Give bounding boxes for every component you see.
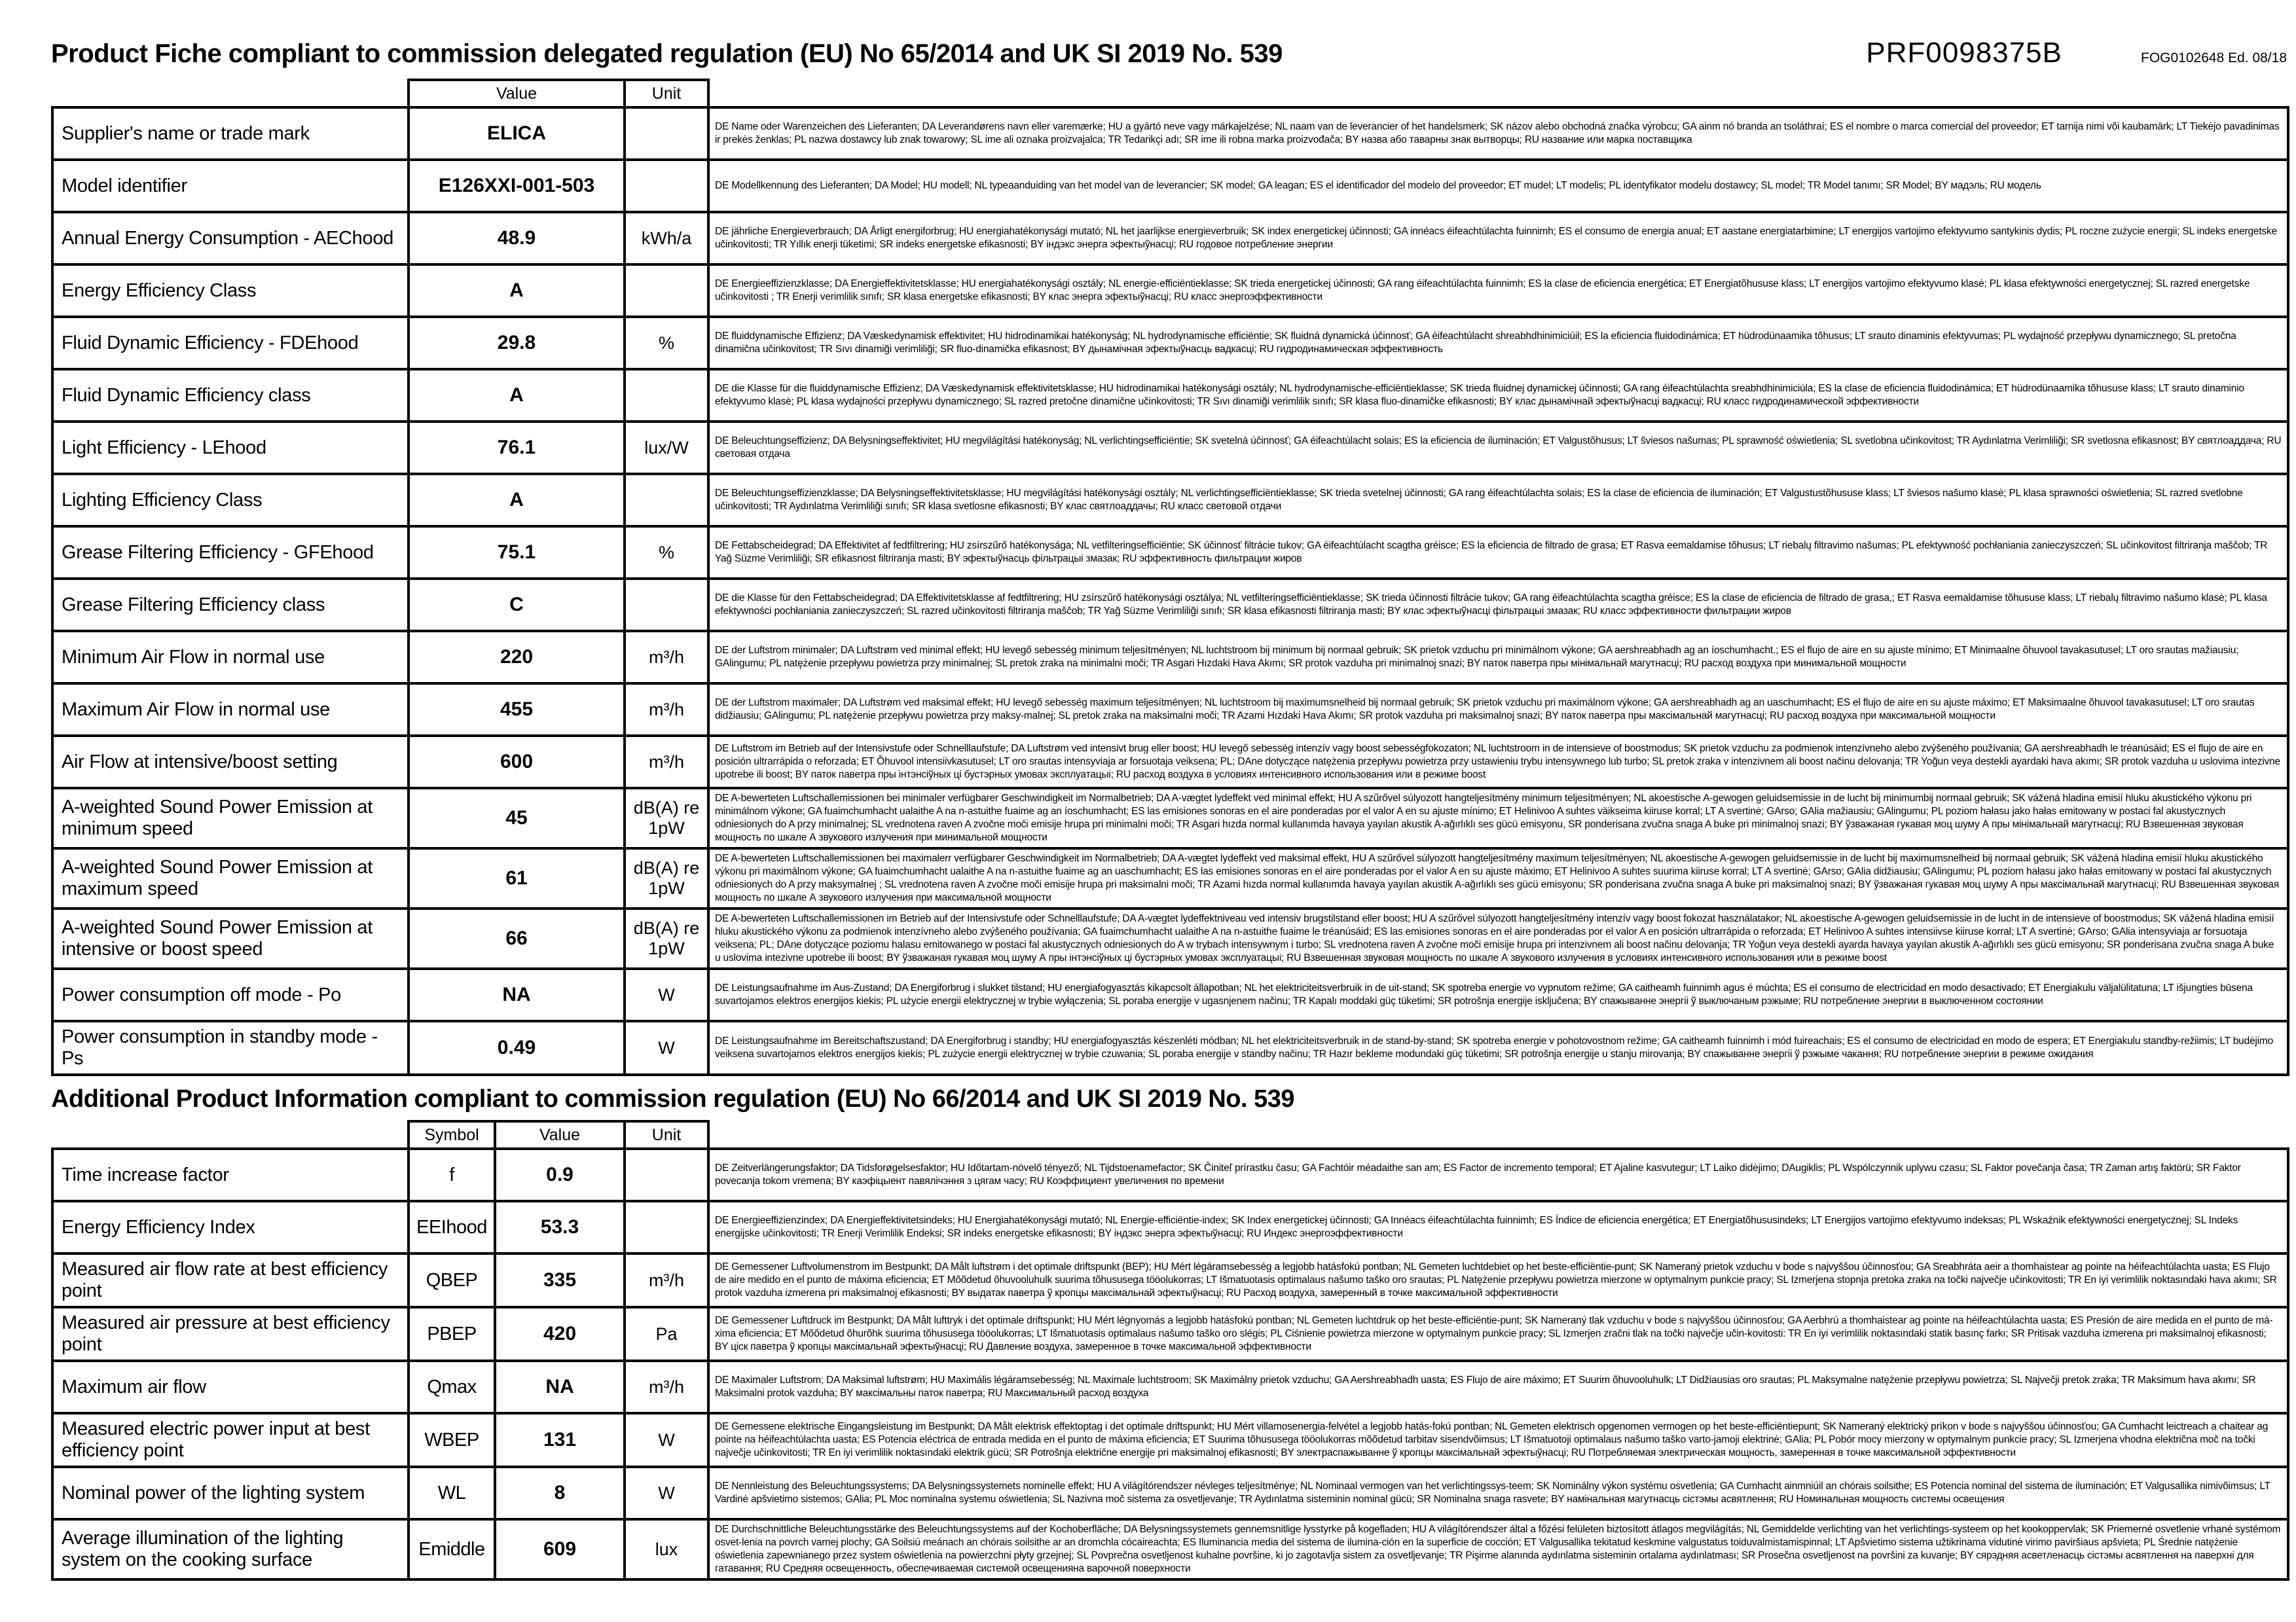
row-desc: DE Modellkennung des Lieferanten; DA Model; HU modell; NL typeaanduiding van het model van de leverancier; SK model; GA leagan; ES el identificador del modelo del proveedor; ET mudel; LT modelis; PL identyfikator modelu dostawcy; SL model; TR Model tanımı; SR Model; BY мадэль; RU модель <box>708 160 2288 212</box>
table-row <box>52 474 2288 526</box>
row-unit <box>625 579 708 631</box>
row-symbol: Qmax <box>409 1361 495 1413</box>
table-row <box>52 422 2288 474</box>
row-label: A-weighted Sound Power Emission at intensive or boost speed <box>52 909 409 969</box>
header-value: Value <box>409 80 625 107</box>
row-unit <box>625 1201 708 1253</box>
row-label: Measured air pressure at best efficiency point <box>52 1307 409 1361</box>
row-label: Power consumption off mode - Po <box>52 969 409 1021</box>
table-row <box>52 212 2288 264</box>
table-row <box>52 1519 2288 1579</box>
table-header-row <box>52 1121 2288 1149</box>
table-row <box>52 969 2288 1021</box>
row-unit: % <box>625 317 708 369</box>
row-symbol: WL <box>409 1467 495 1519</box>
row-label: Maximum Air Flow in normal use <box>52 683 409 736</box>
row-desc: DE Durchschnittliche Beleuchtungsstärke des Beleuchtungssystems auf der Kochoberfläche; DA Belysningssystemets gennemsnitlige lysstyrke på kogefladen; HU A világítórendszer által a főzési felületen biztosított átlagos megvilágítás; NL Gemiddelde verlichting van het verlichtings-systeem op het kookoppervlak; SK Priemerné osvetlenie vrhané systémom osvet-lenia na povrch varnej plochy; GA Soilsiú meánach an chórais soilsithe ar an dromchla cócaireachta; ES Iluminancia media del sistema de ilumina-ción en la superficie de cocción; ET Valgusallika tekitatud keskmine valgustatus toiduvalmistamispinnal; LT Apšvietimo sistema užtikrinama vidutinė virimo paviršiaus apšvieta; PL Średnie natężenie oświetlenia zapewnianego przez system oświetlenia na powierzchni płyty grzejnej; SL Povprečna osvetljenost kuhalne površine, ki jo zagotavlja sistem za osvetljevanje; TR Pişirme alanında aydınlatma sisteminin ortalama aydınlatması; SR Prosečna osvetljenost na površini za kuvanje; BY сярэдняя асветленасць сістэмы асвятлення на паверхні для гатавання; RU Средняя освещенность, обеспечиваемая системой освещенияна варочной поверхности <box>708 1519 2288 1579</box>
table-row <box>52 1021 2288 1075</box>
row-unit: m³/h <box>625 683 708 736</box>
row-desc: DE jährliche Energieverbrauch; DA Årligt energiforbrug; HU energiahatékonysági mutató; NL het jaarlijkse energieverbruik; SK index energetickej účinnosti; GA innéacs éifeachtúlachta fuinnimh; ES el consumo de energia anual; ET aastane energiatarbimine; LT energijos vartojimo efektyvumo santykinis dydis; PL roczne zużycie energii; SL indeks energetske učinkovitosti; TR Yıllık enerji tüketimi; SR indeks energetske efikasnosti; BY індэкс энерга эфектыўнасці; RU годовое потребление энергии <box>708 212 2288 264</box>
row-value: NA <box>495 1361 625 1413</box>
row-label: A-weighted Sound Power Emission at minimum speed <box>52 788 409 848</box>
row-label: Maximum air flow <box>52 1361 409 1413</box>
row-symbol: WBEP <box>409 1413 495 1467</box>
row-value: 420 <box>495 1307 625 1361</box>
table-row <box>52 1361 2288 1413</box>
row-label: Energy Efficiency Class <box>52 264 409 317</box>
table-row <box>52 631 2288 683</box>
row-desc: DE Leistungsaufnahme im Aus-Zustand; DA Energiforbrug i slukket tilstand; HU energiafogyasztás kikapcsolt állapotban; NL het elektriciteitsverbruik in de uit-stand; SK spotreba energie vo vypnutom režime; GA caitheamh fuinnimh agus é múchta; ES el consumo de electricidad en modo desactivado; ET Energiakulu väljalülitatuna; LT išjungties būsena suvartojamos elektros energijos kiekis; PL użycie energii elektrycznej w trybie wyłączenia; SL poraba energije v ugasnjenem načinu; TR Kapalı moddaki güç tüketimi; SR potrošnja energije isključena; BY спажыванне энергіі ў выключаным рэжыме; RU потребление энергии в выключенном состоянии <box>708 969 2288 1021</box>
row-unit: m³/h <box>625 631 708 683</box>
row-value: 76.1 <box>409 422 625 474</box>
row-unit: dB(A) re 1pW <box>625 909 708 969</box>
row-label: Average illumination of the lighting system on the cooking surface <box>52 1519 409 1579</box>
fiche-table-65-2014 <box>51 79 2289 1076</box>
row-label: Fluid Dynamic Efficiency - FDEhood <box>52 317 409 369</box>
row-desc: DE Gemessener Luftvolumenstrom im Bestpunkt; DA Målt luftstrøm i det optimale driftspunkt (BEP); HU Mért légáramsebesség a legjobb hatásfokú pontban; NL Gemeten luchtdebiet op het beste-efficiëntie-punt; SK Nameraný prietok vzduchu v bode s najvyššou účinnosťou; GA Sreabhráta aeir a thomhaistear ag pointe na héifeachtúlachta uasta; ES Flujo de aire medido en el punto de máxima eficiencia; ET Mõõdetud õhuvooluhulk suurima tõhususega tööolukorras; LT Išmatuotasis optimalaus našumo taško oro srautas; PL Natężenie przepływu powietrza mierzone w optymalnym punkcie pracy; SL Izmerjena stopnja pretoka zraka na točki največje učinkovitosti; TR En iyi verimlilik noktasındaki hava akımı; SR protok vazduha izmerena pri maksimalnoj efikasnosti; BY выдатак паветра ў кропцы максімальнай эфектыўнасці; RU Расход воздуха, замеренный в точке максимальной эффективности <box>708 1253 2288 1307</box>
table-row <box>52 369 2288 422</box>
table-row <box>52 526 2288 579</box>
document-code: PRF0098375B <box>1866 37 2062 69</box>
row-symbol: EEIhood <box>409 1201 495 1253</box>
row-label: Grease Filtering Efficiency - GFEhood <box>52 526 409 579</box>
table-row <box>52 317 2288 369</box>
row-value: 0.9 <box>495 1149 625 1201</box>
row-unit: m³/h <box>625 736 708 788</box>
row-value: 45 <box>409 788 625 848</box>
row-unit: m³/h <box>625 1361 708 1413</box>
row-unit <box>625 1149 708 1201</box>
header-unit: Unit <box>625 80 708 107</box>
row-value: A <box>409 369 625 422</box>
row-unit: m³/h <box>625 1253 708 1307</box>
row-desc: DE Maximaler Luftstrom; DA Maksimal luftstrøm; HU Maximális légáramsebesség; NL Maximale luchtstroom; SK Maximálny prietok vzduchu; GA Aershreabhadh uasta; ES Flujo de aire máximo; ET Suurim õhuvooluhulk; LT Didžiausias oro srautas; PL Maksymalne natężenie przepływu powietrza; SL Največji pretok zraka; TR Maksimum hava akımı; SR Maksimalni protok vazduha; BY максімальны паток паветра; RU Максимальный расход воздуха <box>708 1361 2288 1413</box>
table-row <box>52 160 2288 212</box>
row-label: Energy Efficiency Index <box>52 1201 409 1253</box>
table-row <box>52 107 2288 160</box>
row-label: Fluid Dynamic Efficiency class <box>52 369 409 422</box>
row-value: NA <box>409 969 625 1021</box>
row-value: 66 <box>409 909 625 969</box>
row-value: 609 <box>495 1519 625 1579</box>
row-desc: DE der Luftstrom maximaler; DA Luftstrøm ved maksimal effekt; HU levegő sebesség maximum teljesítményen; NL luchtstroom bij maximumsnelheid bij normaal gebruik; SK prietok vzduchu pri maximálnom výkone; GA aershreabhadh ag an uaschumhacht; ES el flujo de aire en su ajuste máximo; ET Maksimaalne õhuvool tavakasutusel; LT oro srautas didžiausiu; GAlingumu; PL natężenie przepływu powietrza przy maksy-malnej; SL pretok zraka na maksimalni moči; TR Azami Hızdaki Hava Akımı; SR protok vazduha pri maksimalnoj snazi; BY паток паветра пры максімальнай магутнасці; RU расход воздуха при максимальной мощности <box>708 683 2288 736</box>
row-desc: DE die Klasse für den Fettabscheidegrad; DA Effektivitetsklasse af fedtfiltrering; HU zsírszűrő hatékonysági osztálya; NL vetfilteringsefficiëntieklasse; SK trieda účinnosti filtrácie tukov; GA rang éifeachtúlachta scagtha gréisce; ES la clase de eficiencia de filtrado de grasa,; ET Rasva eemaldamise tõhususe klass; LT riebalų filtravimo našumo klasė; PL klasa efektywności pochłaniania zanieczyszczeń; SL razred učinkovitosti filtriranja maščob; TR Yağ Süzme Verimliliği sınıfı; SR klasa efikasnosti filtriranja masti; BY клас эфектыўнасці фільтрацыі змазак; RU класс эффективности фильтрации жиров <box>708 579 2288 631</box>
row-desc: DE fluiddynamische Effizienz; DA Væskedynamisk effektivitet; HU hidrodinamikai hatékonyság; NL hydrodynamische efficiëntie; SK fluidná dynamická účinnosť; GA éifeachtúlacht shreabhdhinimiciúil; ES la eficiencia fluidodinámica; ET hüdrodünaamika tõhusus; LT srauto dinaminis efektyvumas; PL wydajność przepływu dynamicznego; SL pretočna dinamična učinkovitost; TR Sıvı dinamiği verimliliği; SR fluo-dinamička efikasnost; BY дынамічная эфектыўнасць вадкасці; RU гидродинамическая эффективность <box>708 317 2288 369</box>
row-unit <box>625 160 708 212</box>
row-label: A-weighted Sound Power Emission at maximum speed <box>52 848 409 909</box>
table-header-row <box>52 80 2288 107</box>
row-label: Measured air flow rate at best efficiency point <box>52 1253 409 1307</box>
row-desc: DE Energieeffizienzindex; DA Energieffektivitetsindeks; HU Energiahatékonysági mutató; NL Energie-efficiëntie-index; SK Index energetickej účinnosti; GA Innéacs éifeachtúlachta fuinnimh; ES Índice de eficiencia energética; ET Energiatõhususindeks; LT Energijos vartojimo efektyvumo indeksas; PL Wskaźnik efektywności energetycznej; SL Indeks energijske učinkovitosti; TR Enerji Verimlilik Endeksi; SR indeks energetske efikasnosti; BY індэкс энерга эфектыўнасці; RU Индекс энергоэффективности <box>708 1201 2288 1253</box>
row-desc: DE Beleuchtungseffizienzklasse; DA Belysningseffektivitetsklasse; HU megvilágítási hatékonysági osztály; NL verlichtingsefficiëntieklasse; SK trieda svetelnej účinnosti; GA rang éifeachtúlachta solais; ES la clase de eficiencia de iluminación; ET Valgustustõhususe klass; LT šviesos našumo klasė; PL klasa sprawności oświetlenia; SL razred svetlobne učinkovitosti; TR Aydınlatma Verimliliği sınıfı; SR klasa svetlosne efikasnosti; BY клас святлоаддачы; RU класс световой отдачи <box>708 474 2288 526</box>
row-value: 455 <box>409 683 625 736</box>
row-desc: DE A-bewerteten Luftschallemissionen im Betrieb auf der Intensivstufe oder Schnelllaufstufe; DA A-vægtet lydeffektniveau ved intensiv brugstilstand eller boost; HU A szűrővel súlyozott hangteljesítmény intenzív vagy boost fokozat használatakor; NL akoestische A-gewogen geluidsemissie in de lucht in de intensieve of boostmodus; SK vážená hladina emisií hluku akustického výkonu za podmienok intenzívneho alebo zvýšeného používania; GA fuaimchumhacht ualaithe A na n-astuithe fuaime le tréanúsáid; ES las emisiones sonoras en el aire ponderadas por el valor A en posición ultrarrápida o reforzada; ET Helinivoo A suhtes intensiivse kiiruse korral; LT A svertinė; GArso; GAlia intensyviaja ar forsuotaja veiksena; PL; DAne dotyczące poziomu halasu emitowanego w postaci fal akustycznych odniesionych do A w trybach intensywnym i turbo; SL vrednotena raven A zvočne moči emisije hrupa pri intenzivnem ali boost načinu delovanja; TR Yoğun veya destekli ayarda havaya yayılan akustik A-ağırlıklı ses gücü emisyonu; SR ponderisana zvučna snaga A buke u uslovima intezivne upotrebe ili boost; BY ўзважаная гукавая моц шуму А пры інтэнсіўных ці бустэрных умовах эксплуатацыі; RU Взвешенная звуковая мощность по шкале А звукового излучения в условиях интенсивного использования или в режиме boost <box>708 909 2288 969</box>
table-row <box>52 736 2288 788</box>
row-unit: W <box>625 1021 708 1075</box>
title-bar <box>51 37 2289 69</box>
header-spacer-label <box>52 80 409 107</box>
page-title: Product Fiche compliant to commission delegated regulation (EU) No 65/2014 and UK SI 2019 No. 539 <box>51 39 1283 68</box>
row-desc: DE der Luftstrom minimaler; DA Luftstrøm ved minimal effekt; HU levegő sebesség minimum teljesítményen; NL luchtstroom bij minimum bij normaal gebruik; SK prietok vzduchu pri minimálnom výkone; GA aershreabhadh ag an íoschumhacht.; ES el flujo de aire en su ajuste mínimo; ET Minimaalne õhuvool tavakasutusel; LT oro srautas mažiausiu; GAlingumu; PL natężenie przepływu powietrza przy minimalnej; SL pretok zraka na minimalni moči; TR Asgari Hızdaki Hava Akımı; SR protok vazduha pri minimalnoj snazi; BY паток паветра пры мінімальнай магутнасці; RU расход воздуха при минимальной мощности <box>708 631 2288 683</box>
row-label: Lighting Efficiency Class <box>52 474 409 526</box>
row-value: E126XXI-001-503 <box>409 160 625 212</box>
header-value: Value <box>495 1121 625 1149</box>
row-desc: DE die Klasse für die fluiddynamische Effizienz; DA Væskedynamisk effektivitetsklasse; HU hidrodinamikai hatékonysági osztály; NL hydrodynamische-efficiëntieklasse; SK trieda fluidnej dynamickej účinnosti; GA rang éifeachtúlachta sreabhdhinimiciúla; ES la clase de eficiencia fluidodinámica; ET hüdrodünaamika tõhususe klass; LT srauto dinaminio efektyvumo klasė; PL klasa wydajności przepływu dynamicznego; SL razred pretočne dinamične učinkovitosti; TR Sıvı dinamiği verimlilik sınıfı; SR klasa fluo-dinamičke efikasnosti; BY клас дынамічнай эфектыўнасці вадкасці; RU класс гидродинамической эффективности <box>708 369 2288 422</box>
header-symbol: Symbol <box>409 1121 495 1149</box>
table-row <box>52 1307 2288 1361</box>
header-spacer-desc <box>708 80 2288 107</box>
edition-code: FOG0102648 Ed. 08/18 <box>2141 50 2287 65</box>
row-symbol: QBEP <box>409 1253 495 1307</box>
row-unit <box>625 369 708 422</box>
row-label: Time increase factor <box>52 1149 409 1201</box>
row-desc: DE Luftstrom im Betrieb auf der Intensivstufe oder Schnelllaufstufe; DA Luftstrøm ved intensivt brug eller boost; HU levegő sebesség intenzív vagy boost sebességfokozaton; NL luchtstroom in de intensieve of boostmodus; SK prietok vzduchu za podmienok intenzívneho alebo zvýšeného používania; GA aershreabhadh le tréanúsáid; ES el flujo de aire en posición ultrarrápida o reforzada; ET Õhuvool intensiivkasutusel; LT oro srautas intensyviaja ar forsuotaja veiksena; PL; DAne dotyczące natężenia przepływu powietrza przy ustawieniu trybu intensywnego lub turbo; SL pretok zraka v intenzivnem ali boost načinu delovanja; TR Yoğun veya destekli ayardaki hava akımı; SR protok vazduha u uslovima intezivne upotrebe ili boost; BY паток паветра пры інтэнсіўных ці бустэрных умовах эксплуатацыі; RU расход воздуха в условиях интенсивного использования или в режиме boost <box>708 736 2288 788</box>
table-row <box>52 264 2288 317</box>
row-value: 600 <box>409 736 625 788</box>
section-subtitle: Additional Product Information compliant to commission regulation (EU) No 66/2014 and UK SI 2019 No. 539 <box>51 1085 1294 1113</box>
row-desc: DE A-bewerteten Luftschallemissionen bei maximalerr verfügbarer Geschwindigkeit im Normalbetrieb; DA A-vægtet lydeffekt ved maksimal effekt, HU A szűrővel súlyozott hangteljesítmény maximum teljesítményen; NL akoestische A-gewogen geluidsemissie in de lucht bij maximumsnelheid bij normaal gebruik; SK vážená hladina emisií hluku akustického výkonu pri maximálnom výkone; GA fuaimchumhacht ualaithe A na n-astuithe fuaime ag an uaschumhacht; ES las emisiones sonoras en el aire ponderadas por el valor A en su ajuste màximo; ET Helinivoo A suhtes suurima kiiruse korral; LT A svertinė; GArso; GAlia didžiausiu; GAlingumu; PL poziom hałasu jako hałas emitowany w postaci fal akustycznych odniesionych do A przy maksymalnej ; SL vrednotena raven A zvočne moči emisije hrupa pri maksimalni moči; TR Azami hızda normal kullanımda havaya yayılan akustik A-ağırlıklı ses gücü emisyonu; SR ponderisana zvučna snaga A buke pri maksimalnoj snazi; BY ўзважаная гукавая моц шуму А пры максімальнай магутнасці; RU Взвешенная звуковая мощность по шкале А звукового излучения при максимальной мощности <box>708 848 2288 909</box>
row-desc: DE Fettabscheidegrad; DA Effektivitet af fedtfiltrering; HU zsírszűrő hatékonysága; NL vetfilteringsefficiëntie; SK účinnosť filtrácie tukov; GA éifeachtúlacht scagtha gréisce; ES la eficiencia de filtrado de grasa; ET Rasva eemaldamise tõhusus; LT riebalų filtravimo našumas; PL efektywność pochłaniania zanieczyszczeń; SL učinkovitost filtriranja maščob; TR Yağ Süzme Verimliliği; SR efikasnost filtriranja masti; BY эфектыўнасць фільтрацыі змазак; RU эффективность фильтрации жиров <box>708 526 2288 579</box>
row-desc: DE Beleuchtungseffizienz; DA Belysningseffektivitet; HU megvilágítási hatékonyság; NL verlichtingsefficiëntie; SK svetelná účinnosť; GA éifeachtúlacht solais; ES la eficiencia de iluminación; ET Valgustõhusus; LT šviesos našumas; PL sprawność oświetlenia; SL svetlobna učinkovitost; TR Aydınlatma Verimliliği; SR svetlosna efikasnost; BY святлоаддача; RU световая отдача <box>708 422 2288 474</box>
row-label: Nominal power of the lighting system <box>52 1467 409 1519</box>
row-value: 0.49 <box>409 1021 625 1075</box>
fiche-table-66-2014 <box>51 1120 2289 1581</box>
row-desc: DE Name oder Warenzeichen des Lieferanten; DA Leverandørens navn eller varemærke; HU a gyártó neve vagy márkajelzése; NL naam van de leverancier of het handelsmerk; SK názov alebo obchodná značka výrobcu; GA ainm nó branda an tsoláthraí; ES el nombre o marca comercial del proveedor; ET tarnija nimi või kaubamärk; LT Tiekėjo pavadinimas ir prekės ženklas; PL nazwa dostawcy lub znak towarowy; SL ime ali oznaka proizvajalca; TR Tedarikçi adı; SR ime ili robna marka proizvođača; BY назва або таварны знак вытворцы; RU название или марка поставщика <box>708 107 2288 160</box>
row-value: ELICA <box>409 107 625 160</box>
table-row <box>52 909 2288 969</box>
table-row <box>52 848 2288 909</box>
row-value: 131 <box>495 1413 625 1467</box>
row-unit: Pa <box>625 1307 708 1361</box>
row-label: Measured electric power input at best efficiency point <box>52 1413 409 1467</box>
table-row <box>52 1253 2288 1307</box>
row-symbol: Emiddle <box>409 1519 495 1579</box>
row-unit: dB(A) re 1pW <box>625 848 708 909</box>
row-label: Light Efficiency - LEhood <box>52 422 409 474</box>
row-value: 53.3 <box>495 1201 625 1253</box>
row-unit: W <box>625 1413 708 1467</box>
header-unit: Unit <box>625 1121 708 1149</box>
row-unit: lux/W <box>625 422 708 474</box>
row-desc: DE Gemessene elektrische Eingangsleistung im Bestpunkt; DA Målt elektrisk effektoptag i det optimale driftspunkt; HU Mért villamosenergia-felvétel a legjobb hatás-fokú pontban; NL Gemeten elektrisch opgenomen vermogen op het beste-efficiëntiepunt; SK Nameraný elektrický príkon v bode s najvyššou účinnosťou; GA Cumhacht leictreach a chaitear ag pointe na héifeachtúlachta uasta; ES Potencia eléctrica de entrada medida en el punto de máxima eficiencia; ET Suurima tõhususega tööolukorras mõõdetud tarbitav sisendvõimsus; LT Išmatuotoji optimalaus našumo taško varto-jamoji elektrinė; GAlia; PL Pobór mocy mierzony w optymalnym punkcie pracy; SL Izmerjena vhodna električna moč na točki največje učinkovitosti; TR En iyi verimlilik noktasındaki elektrik gücü; SR Potrošnja električne energije pri maksimalnoj efikasnosti; BY электраспажыванне ў кропцы максімальнай эфектыўнасці; RU Потребляемая электрическая мощность, замеренная в точке максимальной эффективности <box>708 1413 2288 1467</box>
table-row <box>52 1149 2288 1201</box>
row-unit <box>625 264 708 317</box>
table-row <box>52 1201 2288 1253</box>
header-spacer-desc <box>708 1121 2288 1149</box>
row-label: Supplier's name or trade mark <box>52 107 409 160</box>
row-desc: DE A-bewerteten Luftschallemissionen bei minimaler verfügbarer Geschwindigkeit im Normalbetrieb; DA A-vægtet lydeffekt ved minimal effekt; HU A szűrővel súlyozott hangteljesítmény minimum teljesítményen; NL akoestische A-gewogen geluidsemissie in de lucht bij minimumbij normaal gebruik; SK vážená hladina emisií hluku akustického výkonu pri minimálnom výkone; GA fuaimchumhacht ualaithe A na n-astuithe fuaime ag an íoschumhacht; ES las emisiones sonoras en el aire ponderadas por el valor A en su ajuste mínimo; ET Helinivoo A suhtes väikseima kiiruse korral; LT A svertinė; GArso; GAlia mažiausiu; GAlingumu; PL poziom hałasu jako hałas emitowany w postaci fal akustycznych odniesionych do A przy minimalnej; SL vrednotena raven A zvočne moči emisije hrupa pri minimalni moči; TR Asgari hızda normal kullanımda havaya yayılan akustik A-ağırlıklı ses gücü emisyonu, SR ponderisana zvučna snaga A buke pri minimalnoj snazi; BY ўзважаная гукавая моц шуму А пры мінімальнай магутнасці; RU Взвешенная звуковая мощность по шкале А звукового излучения при минимальной мощности <box>708 788 2288 848</box>
row-value: 61 <box>409 848 625 909</box>
row-value: 29.8 <box>409 317 625 369</box>
row-label: Power consumption in standby mode - Ps <box>52 1021 409 1075</box>
row-unit: % <box>625 526 708 579</box>
row-value: C <box>409 579 625 631</box>
row-unit <box>625 107 708 160</box>
row-label: Model identifier <box>52 160 409 212</box>
row-unit <box>625 474 708 526</box>
row-symbol: PBEP <box>409 1307 495 1361</box>
row-desc: DE Nennleistung des Beleuchtungssystems; DA Belysningssystemets nominelle effekt; HU A világítórendszer névleges teljesítménye; NL Nominaal vermogen van het verlichtingssys-teem; SK Nominálny výkon systému osvetlenia; GA Cumhacht ainmniúil an chórais soilsithe; ES Potencia nominal del sistema de iluminación; ET Valgusallika nimivõimsus; LT Vardinė apšvietimo sistemos; GAlia; PL Moc nominalna systemu oświetlenia; SL Nazivna moč sistema za osvetljevanje; TR Aydınlatma sisteminin nominal gücü; SR Nominalna snaga rasvete; BY намінальная магутнасць сістэмы асвятлення; RU Номинальная мощность системы освещения <box>708 1467 2288 1519</box>
row-label: Minimum Air Flow in normal use <box>52 631 409 683</box>
row-label: Grease Filtering Efficiency class <box>52 579 409 631</box>
row-unit: W <box>625 1467 708 1519</box>
row-desc: DE Energieeffizienzklasse; DA Energieffektivitetsklasse; HU energiahatékonysági osztály; NL energie-efficiëntieklasse; SK trieda energetickej účinnosti; GA rang éifeachtúlachta fuinnimh; ES la clase de eficiencia energética; ET Energiatõhususe klass; LT energijos vartojimo efektyvumo klasė; PL klasa efektywności energetycznej; SL razred energetske učinkovitosti ; TR Enerji verimlilik sınıfı; SR klasa energetske efikasnosti; BY клас энерга эфектыўнасці; RU класс энергоэффективности <box>708 264 2288 317</box>
row-label: Air Flow at intensive/boost setting <box>52 736 409 788</box>
table-row <box>52 683 2288 736</box>
row-value: A <box>409 474 625 526</box>
row-unit: dB(A) re 1pW <box>625 788 708 848</box>
row-value: 220 <box>409 631 625 683</box>
row-desc: DE Zeitverlängerungsfaktor; DA Tidsforøgelsesfaktor; HU Időtartam-növelő tényező; NL Tijdstoenamefactor; SK Činiteľ prírastku času; GA Fachtóir méadaithe san am; ES Factor de incremento temporal; ET Ajaline kasvutegur; LT Laiko didėjimo; DAugiklis; PL Wspólczynnik uplywu czasu; SL Faktor povečanja časa; TR Zaman artış faktörü; SR Faktor povecanja tokom vremena; BY каэфіцыент павялічэння з цягам часу; RU Коэффициент увеличения по времени <box>708 1149 2288 1201</box>
row-value: 48.9 <box>409 212 625 264</box>
row-value: 335 <box>495 1253 625 1307</box>
table-row <box>52 788 2288 848</box>
row-desc: DE Gemessener Luftdruck im Bestpunkt; DA Målt lufttryk i det optimale driftspunkt; HU Mért légnyomás a legjobb hatásfokú pontban; NL Gemeten luchtdruk op het beste-efficiëntie-punt; SK Nameraný tlak vzduchu v bode s najvyššou účinnosťou; GA Aerbhrú a thomhaistear ag pointe na héifeachtúlachta uasta; ES Presión de aire medida en el punto de má-xima eficiencia; ET Mõõdetud õhurõhk suurima tõhususega tööolukorras; LT Išmatuotasis optimalaus našumo taško oro slégis; PL Ciśnienie powietrza mierzone w optymalnym punkcie pracy; SL Izmerjen zračni tlak na točki največje učin-kovitosti: TR En iyi verimlilik noktasındaki statik basınç farkı; SR Pritisak vazduha izmerena pri maksimalnoj efikasnosti; BY ціск паветра ў кропцы максімальнай эфектыўнасці; RU Давление воздуха, замеренное в точке максимальной эффективности <box>708 1307 2288 1361</box>
row-label: Annual Energy Consumption - AEChood <box>52 212 409 264</box>
header-spacer-label <box>52 1121 409 1149</box>
row-symbol: f <box>409 1149 495 1201</box>
row-value: 75.1 <box>409 526 625 579</box>
row-unit: lux <box>625 1519 708 1579</box>
table-row <box>52 1467 2288 1519</box>
row-value: 8 <box>495 1467 625 1519</box>
row-value: A <box>409 264 625 317</box>
table-row <box>52 1413 2288 1467</box>
row-desc: DE Leistungsaufnahme im Bereitschaftszustand; DA Energiforbrug i standby; HU energiafogyasztás készenléti módban; NL het elektriciteitsverbruik in de stand-by-stand; SK spotreba energie v pohotovostnom režime; GA caitheamh fuinnimh i mód fuireachais; ES el consumo de electricidad en modo de espera; ET Energiakulu standby-režiimis; LT budėjimo veiksena suvartojamos elektros energijos kiekis; PL zużycie energii elektrycznej w trybie czuwania; SL poraba energije v standby načinu; TR Hazır bekleme modundaki güç tüketimi; SR potrošnja energije u stanju mirovanja; BY спажыванне энергіі ў рэжыме чакання; RU потребление энергии в режиме ожидания <box>708 1021 2288 1075</box>
row-unit: W <box>625 969 708 1021</box>
row-unit: kWh/a <box>625 212 708 264</box>
table-row <box>52 579 2288 631</box>
